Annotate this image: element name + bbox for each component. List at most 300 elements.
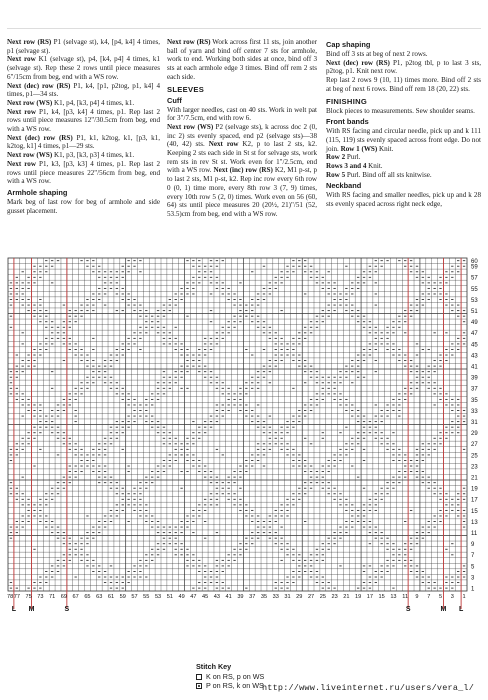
purl-mark (386, 482, 388, 483)
purl-mark (345, 443, 347, 444)
purl-mark (151, 421, 153, 422)
purl-mark (74, 471, 76, 472)
purl-mark (122, 343, 124, 344)
purl-mark (269, 338, 271, 339)
purl-mark (263, 466, 265, 467)
purl-mark (357, 355, 359, 356)
paragraph: Mark beg of last row for beg of armhole and side gusset placement. (7, 197, 160, 215)
purl-mark (98, 449, 100, 450)
purl-mark (286, 277, 288, 278)
purl-mark (98, 271, 100, 272)
purl-mark (45, 571, 47, 572)
purl-mark (363, 416, 365, 417)
purl-mark (445, 588, 447, 589)
purl-mark (269, 327, 271, 328)
purl-mark (216, 582, 218, 583)
purl-mark (186, 471, 188, 472)
purl-mark (375, 405, 377, 406)
stitch-key (196, 662, 264, 690)
purl-mark (104, 516, 106, 517)
size-marker-label: L (11, 606, 17, 613)
purl-mark (269, 371, 271, 372)
purl-mark (363, 327, 365, 328)
purl-mark (457, 432, 459, 433)
purl-mark (304, 294, 306, 295)
purl-mark (351, 466, 353, 467)
purl-mark (239, 549, 241, 550)
purl-mark (22, 438, 24, 439)
purl-mark (216, 382, 218, 383)
purl-mark (392, 482, 394, 483)
purl-mark (369, 565, 371, 566)
purl-mark (33, 366, 35, 367)
purl-mark (351, 316, 353, 317)
purl-mark (404, 466, 406, 467)
purl-mark (392, 543, 394, 544)
purl-mark (39, 355, 41, 356)
purl-mark (104, 454, 106, 455)
purl-mark (110, 510, 112, 511)
purl-mark (145, 416, 147, 417)
paragraph: Next row P1, k3, [p3, k3] 4 times, p1. Rep last 2 rows until piece measures 22"/56cm from beg, end with a WS row. (7, 159, 160, 186)
purl-mark (357, 316, 359, 317)
purl-mark (333, 466, 335, 467)
purl-mark (322, 466, 324, 467)
purl-mark (304, 493, 306, 494)
purl-mark (63, 543, 65, 544)
purl-mark (233, 504, 235, 505)
purl-mark (386, 349, 388, 350)
purl-mark (375, 371, 377, 372)
purl-mark (175, 305, 177, 306)
purl-mark (375, 271, 377, 272)
purl-mark (422, 282, 424, 283)
purl-mark (10, 327, 12, 328)
purl-mark (292, 466, 294, 467)
column-number-label: 43 (213, 594, 221, 600)
purl-mark (428, 488, 430, 489)
purl-mark (163, 388, 165, 389)
purl-mark (16, 449, 18, 450)
purl-mark (39, 510, 41, 511)
purl-mark (51, 371, 53, 372)
purl-mark (310, 410, 312, 411)
purl-mark (86, 516, 88, 517)
purl-mark (227, 399, 229, 400)
purl-mark (116, 510, 118, 511)
purl-mark (74, 321, 76, 322)
purl-mark (392, 460, 394, 461)
purl-mark (428, 366, 430, 367)
purl-mark (92, 305, 94, 306)
purl-mark (275, 366, 277, 367)
purl-mark (22, 299, 24, 300)
purl-mark (263, 449, 265, 450)
column-number-label: 71 (49, 594, 56, 600)
purl-mark (39, 271, 41, 272)
purl-mark (298, 366, 300, 367)
purl-mark (139, 410, 141, 411)
purl-mark (339, 538, 341, 539)
purl-mark (210, 338, 212, 339)
purl-mark (80, 454, 82, 455)
purl-mark (175, 377, 177, 378)
purl-mark (298, 466, 300, 467)
purl-mark (286, 427, 288, 428)
purl-mark (204, 510, 206, 511)
purl-mark (86, 554, 88, 555)
purl-mark (251, 466, 253, 467)
purl-mark (227, 332, 229, 333)
purl-mark (316, 282, 318, 283)
purl-mark (269, 443, 271, 444)
purl-mark (10, 460, 12, 461)
purl-mark (57, 432, 59, 433)
purl-mark (410, 271, 412, 272)
purl-mark (86, 382, 88, 383)
purl-mark (457, 310, 459, 311)
purl-mark (116, 482, 118, 483)
purl-mark (157, 388, 159, 389)
purl-mark (363, 282, 365, 283)
purl-mark (380, 532, 382, 533)
purl-mark (375, 499, 377, 500)
purl-mark (222, 582, 224, 583)
size-marker-label: L (458, 606, 464, 613)
purl-mark (51, 532, 53, 533)
purl-mark (227, 388, 229, 389)
purl-mark (445, 582, 447, 583)
column-number-label: 33 (272, 594, 279, 600)
purl-mark (57, 332, 59, 333)
purl-mark (39, 577, 41, 578)
purl-mark (286, 543, 288, 544)
purl-mark (257, 416, 259, 417)
column-number-label: 41 (225, 594, 232, 600)
purl-mark (280, 310, 282, 311)
purl-mark (351, 516, 353, 517)
purl-mark (422, 532, 424, 533)
purl-mark (186, 294, 188, 295)
purl-mark (451, 277, 453, 278)
purl-mark (363, 321, 365, 322)
purl-mark (110, 521, 112, 522)
purl-mark (292, 349, 294, 350)
purl-mark (239, 282, 241, 283)
purl-mark (122, 588, 124, 589)
purl-mark (175, 460, 177, 461)
purl-mark (186, 560, 188, 561)
purl-mark (63, 327, 65, 328)
column-number-label: 53 (154, 594, 162, 600)
purl-mark (316, 471, 318, 472)
column-number-label: 59 (119, 594, 126, 600)
purl-mark (428, 477, 430, 478)
purl-mark (45, 260, 47, 261)
text-column-2 (167, 38, 317, 219)
column-number-label: 17 (366, 594, 374, 600)
purl-mark (280, 271, 282, 272)
purl-mark (39, 305, 41, 306)
purl-mark (192, 360, 194, 361)
purl-mark (239, 543, 241, 544)
purl-mark (80, 382, 82, 383)
purl-mark (192, 266, 194, 267)
purl-mark (139, 316, 141, 317)
purl-mark (51, 266, 53, 267)
purl-mark (339, 493, 341, 494)
purl-mark (63, 405, 65, 406)
purl-mark (269, 516, 271, 517)
purl-mark (345, 310, 347, 311)
purl-mark (445, 360, 447, 361)
purl-mark (433, 294, 435, 295)
purl-mark (457, 405, 459, 406)
purl-mark (375, 343, 377, 344)
purl-mark (169, 460, 171, 461)
purl-mark (122, 427, 124, 428)
purl-mark (163, 377, 165, 378)
purl-mark (275, 538, 277, 539)
purl-mark (151, 482, 153, 483)
purl-mark (304, 560, 306, 561)
column-number-label: 78 (7, 594, 14, 600)
purl-mark (263, 532, 265, 533)
purl-mark (216, 577, 218, 578)
purl-mark (269, 282, 271, 283)
purl-mark (345, 377, 347, 378)
purl-mark (57, 327, 59, 328)
purl-mark (122, 288, 124, 289)
purl-mark (127, 349, 129, 350)
purl-mark (204, 538, 206, 539)
purl-mark (98, 454, 100, 455)
purl-mark (98, 288, 100, 289)
purl-mark (263, 371, 265, 372)
purl-mark (369, 588, 371, 589)
purl-mark (133, 510, 135, 511)
purl-mark (92, 527, 94, 528)
purl-mark (280, 360, 282, 361)
purl-mark (351, 288, 353, 289)
purl-mark (27, 277, 29, 278)
purl-mark (133, 310, 135, 311)
purl-mark (375, 493, 377, 494)
purl-mark (328, 310, 330, 311)
purl-mark (386, 543, 388, 544)
purl-mark (74, 454, 76, 455)
purl-mark (439, 388, 441, 389)
purl-mark (104, 527, 106, 528)
purl-mark (175, 327, 177, 328)
purl-mark (22, 282, 24, 283)
purl-mark (33, 438, 35, 439)
purl-mark (257, 421, 259, 422)
purl-mark (198, 466, 200, 467)
purl-mark (416, 310, 418, 311)
purl-mark (122, 349, 124, 350)
row-number-label: 49 (471, 320, 478, 327)
purl-mark (275, 338, 277, 339)
purl-mark (186, 516, 188, 517)
purl-mark (145, 421, 147, 422)
purl-mark (251, 377, 253, 378)
purl-mark (33, 588, 35, 589)
purl-mark (351, 410, 353, 411)
purl-mark (280, 582, 282, 583)
paragraph: Next row (RS) P1 (selvage st), k4, [p4, k4] 4 times, p1 (selvage st). (7, 38, 161, 55)
purl-mark (304, 260, 306, 261)
purl-mark (192, 521, 194, 522)
purl-mark (198, 432, 200, 433)
row-number-label: 9 (471, 542, 475, 549)
purl-mark (139, 332, 141, 333)
purl-mark (433, 371, 435, 372)
purl-mark (210, 266, 212, 267)
row-number-label: 13 (471, 519, 478, 526)
purl-mark (222, 588, 224, 589)
purl-mark (157, 321, 159, 322)
purl-mark (80, 560, 82, 561)
purl-mark (139, 260, 141, 261)
purl-mark (433, 332, 435, 333)
purl-mark (210, 582, 212, 583)
purl-mark (192, 554, 194, 555)
purl-mark (110, 360, 112, 361)
purl-mark (80, 466, 82, 467)
purl-mark (380, 543, 382, 544)
purl-mark (257, 327, 259, 328)
purl-mark (110, 443, 112, 444)
purl-mark (369, 332, 371, 333)
purl-mark (451, 405, 453, 406)
purl-mark (439, 488, 441, 489)
purl-mark (198, 355, 200, 356)
purl-mark (116, 349, 118, 350)
purl-mark (416, 299, 418, 300)
purl-mark (27, 499, 29, 500)
purl-mark (233, 299, 235, 300)
purl-mark (304, 416, 306, 417)
purl-mark (363, 432, 365, 433)
purl-mark (422, 471, 424, 472)
purl-mark (127, 466, 129, 467)
purl-mark (33, 432, 35, 433)
purl-mark (92, 377, 94, 378)
purl-mark (304, 482, 306, 483)
purl-mark (286, 549, 288, 550)
purl-mark (275, 543, 277, 544)
purl-mark (351, 527, 353, 528)
purl-mark (180, 388, 182, 389)
purl-mark (304, 271, 306, 272)
purl-mark (186, 388, 188, 389)
purl-mark (357, 277, 359, 278)
purl-mark (127, 338, 129, 339)
purl-mark (375, 532, 377, 533)
purl-mark (292, 343, 294, 344)
purl-mark (280, 355, 282, 356)
column-number-label: 57 (131, 594, 138, 600)
purl-mark (139, 493, 141, 494)
purl-mark (69, 399, 71, 400)
purl-mark (227, 410, 229, 411)
purl-mark (392, 405, 394, 406)
purl-mark (192, 277, 194, 278)
purl-mark (163, 393, 165, 394)
purl-mark (16, 388, 18, 389)
purl-mark (328, 582, 330, 583)
purl-mark (380, 260, 382, 261)
purl-mark (27, 405, 29, 406)
purl-mark (27, 288, 29, 289)
purl-mark (280, 449, 282, 450)
purl-mark (122, 277, 124, 278)
purl-mark (175, 449, 177, 450)
purl-mark (169, 343, 171, 344)
purl-mark (233, 560, 235, 561)
purl-mark (33, 316, 35, 317)
column-number-label: 35 (260, 594, 268, 600)
purl-mark (392, 449, 394, 450)
purl-mark (433, 438, 435, 439)
purl-mark (404, 399, 406, 400)
purl-mark (239, 466, 241, 467)
purl-mark (69, 321, 71, 322)
purl-mark (133, 504, 135, 505)
purl-mark (80, 393, 82, 394)
purl-mark (204, 271, 206, 272)
purl-mark (451, 427, 453, 428)
purl-mark (92, 271, 94, 272)
purl-mark (45, 416, 47, 417)
purl-mark (445, 393, 447, 394)
purl-mark (51, 332, 53, 333)
purl-mark (263, 294, 265, 295)
purl-mark (239, 488, 241, 489)
purl-mark (263, 427, 265, 428)
purl-mark (16, 294, 18, 295)
purl-mark (110, 477, 112, 478)
purl-mark (22, 493, 24, 494)
purl-mark (116, 388, 118, 389)
purl-mark (180, 521, 182, 522)
purl-mark (292, 504, 294, 505)
text-column-1 (7, 38, 160, 215)
purl-mark (392, 349, 394, 350)
size-marker-label: S (405, 606, 411, 613)
purl-mark (98, 299, 100, 300)
purl-mark (175, 338, 177, 339)
purl-mark (304, 382, 306, 383)
purl-mark (27, 504, 29, 505)
purl-mark (416, 477, 418, 478)
purl-mark (310, 560, 312, 561)
purl-mark (10, 377, 12, 378)
purl-mark (410, 560, 412, 561)
purl-mark (57, 438, 59, 439)
purl-mark (245, 516, 247, 517)
purl-mark (198, 510, 200, 511)
purl-mark (192, 432, 194, 433)
purl-mark (198, 560, 200, 561)
purl-mark (316, 271, 318, 272)
purl-mark (45, 349, 47, 350)
purl-mark (292, 260, 294, 261)
purl-mark (133, 260, 135, 261)
purl-mark (116, 493, 118, 494)
purl-mark (428, 527, 430, 528)
